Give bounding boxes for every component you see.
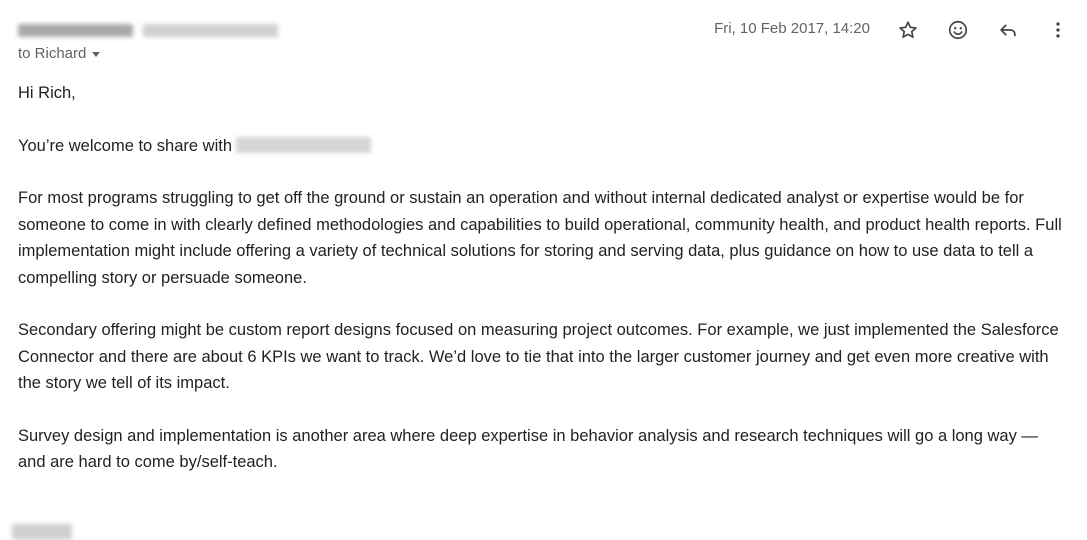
- star-icon[interactable]: [896, 18, 920, 42]
- recipient-label: to Richard: [18, 45, 87, 62]
- message-date: Fri, 10 Feb 2017, 14:20: [714, 20, 870, 37]
- share-line-text: You’re welcome to share with: [18, 136, 233, 155]
- more-vert-icon[interactable]: [1046, 18, 1070, 42]
- reply-icon[interactable]: [996, 18, 1020, 42]
- paragraph-2: Secondary offering might be custom report designs focused on measuring project outcomes. For example, we just implemented the Salesforce Connector and there are about 6 KPIs we want to track. We’d love to tie that into the larger customer journey and get even more creative with the story we tell of its impact.: [18, 321, 1059, 392]
- emoji-icon[interactable]: [946, 18, 970, 42]
- message-body: [18, 80, 1070, 502]
- greeting: Hi Rich,: [18, 84, 76, 102]
- chevron-down-icon: [92, 52, 100, 57]
- share-line: [18, 133, 1070, 160]
- paragraph-3: Survey design and implementation is another area where deep expertise in behavior analysis and research techniques will go a long way — and are hard to come by/self-teach.: [18, 426, 1038, 471]
- redacted-name: [236, 137, 371, 153]
- recipient-details-toggle[interactable]: [18, 45, 100, 62]
- paragraph-1: For most programs struggling to get off the ground or sustain an operation and without internal dedicated analyst or expertise would be for someone to come in with clearly defined methodologies and capabilities to build operational, community health, and product health reports. Full implementation might include offering a variety of technical solutions for storing and serving data, plus guidance on how to use data to tell a compelling story or persuade someone.: [18, 189, 1062, 287]
